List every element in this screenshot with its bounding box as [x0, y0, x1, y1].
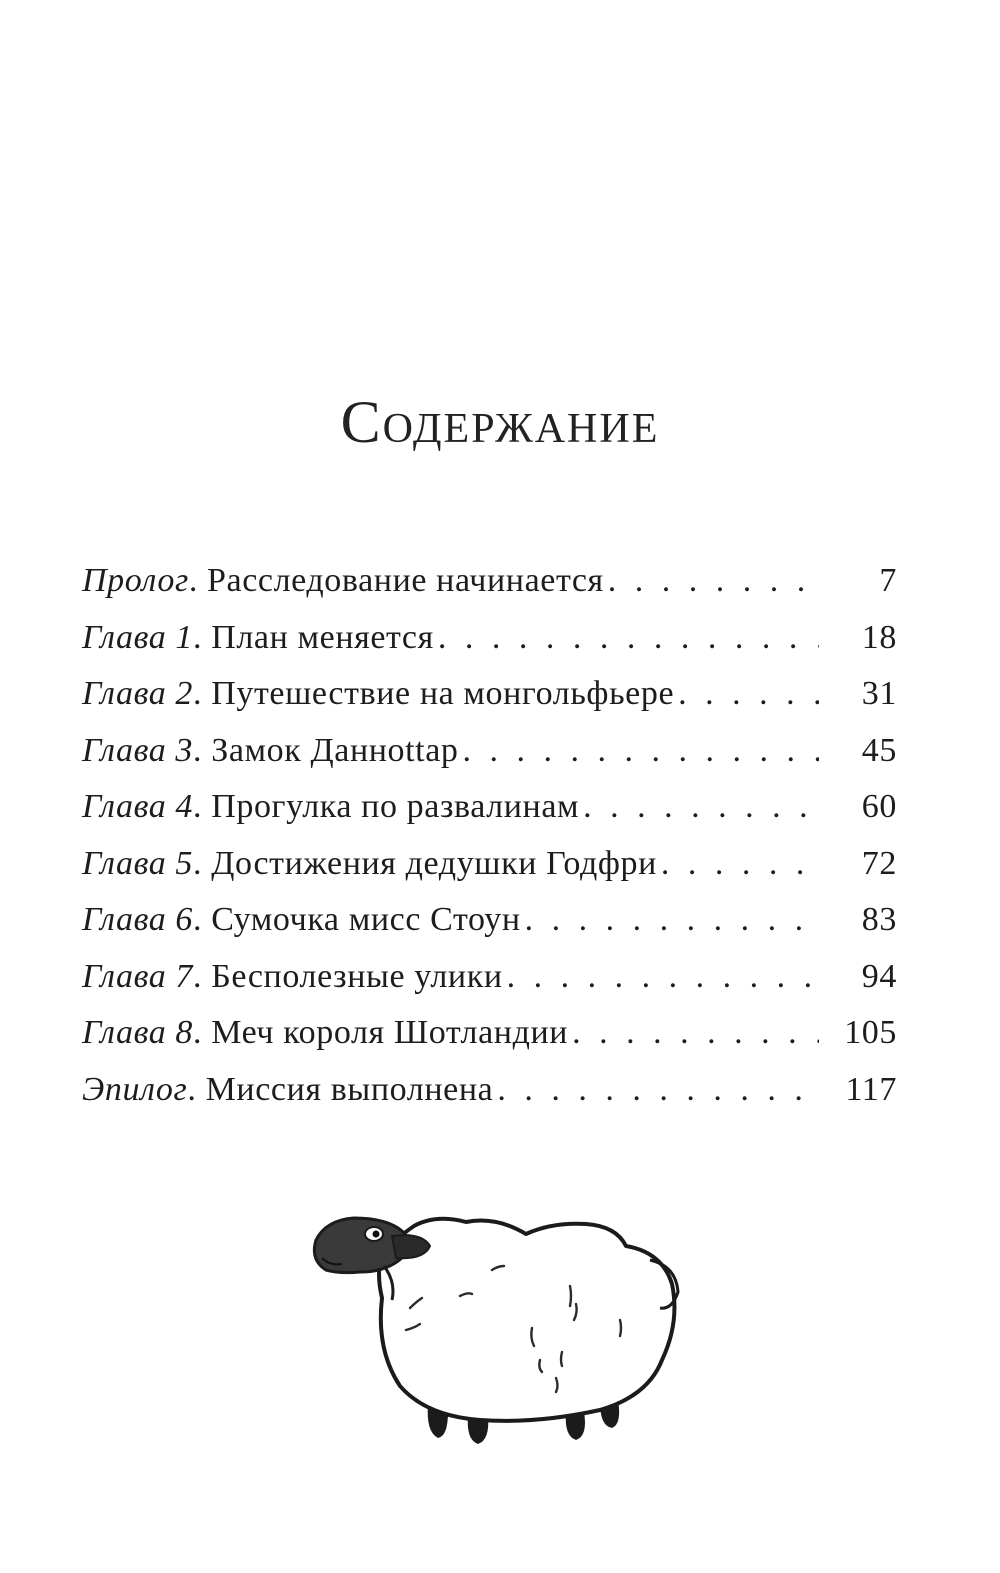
toc-separator: . [193, 675, 212, 712]
toc-entry-page: 18 [861, 618, 897, 656]
toc-separator: . [193, 731, 212, 769]
toc-entry-title: План меняется [211, 618, 434, 656]
dot-leader [583, 788, 819, 826]
toc-entry [82, 788, 897, 845]
toc-entry-title: Замок Даннottар [211, 731, 459, 769]
toc-entry [82, 958, 897, 1015]
toc-entry-title: Путешествие на монгольфьере [211, 675, 675, 712]
toc-separator: . [193, 618, 212, 656]
toc-entry-page: 60 [861, 788, 897, 825]
toc-entry-title: Достижения дедушки Годфри [211, 844, 657, 882]
toc-entry-label: Эпилог [82, 1070, 188, 1108]
dot-leader [572, 1014, 819, 1052]
toc-entry [82, 901, 897, 958]
toc-separator: . [187, 1070, 206, 1108]
toc-entry-title: Расследование начинается [207, 562, 604, 599]
toc-entry [82, 619, 897, 676]
toc-entry-page: 94 [861, 957, 897, 995]
dot-leader [678, 675, 819, 713]
toc-entry-label: Глава 2 [82, 675, 193, 712]
toc-entry-label: Пролог [82, 562, 189, 599]
toc-separator: . [193, 957, 212, 995]
toc-entry [82, 1071, 897, 1128]
sheep-eye [365, 1227, 383, 1241]
toc-entry-page: 45 [861, 731, 897, 769]
toc-entry-title: Меч короля Шотландии [211, 1014, 569, 1051]
toc-entry-label: Глава 1 [82, 618, 193, 656]
toc-entry-label: Глава 7 [82, 957, 193, 995]
sheep-illustration [300, 1200, 692, 1452]
toc-entry-label: Глава 5 [82, 844, 193, 882]
toc-entry-page: 105 [844, 1014, 897, 1051]
toc-separator: . [193, 788, 212, 825]
toc-entry [82, 845, 897, 902]
toc-separator: . [193, 901, 212, 938]
toc-entry-title: Прогулка по развалинам [211, 788, 580, 825]
toc-entry [82, 1014, 897, 1071]
toc-entry-title: Сумочка мисс Стоун [211, 901, 521, 938]
toc-entry [82, 562, 897, 619]
toc-entry-label: Глава 6 [82, 901, 193, 938]
toc-entry-page: 117 [845, 1070, 897, 1108]
dot-leader [438, 619, 819, 657]
dot-leader [661, 845, 819, 883]
table-of-contents [82, 562, 897, 1127]
toc-entry-label: Глава 4 [82, 788, 193, 825]
dot-leader [525, 901, 819, 939]
toc-entry-page: 7 [879, 562, 897, 599]
toc-separator: . [188, 562, 208, 599]
toc-entry-title: Бесполезные улики [211, 957, 503, 995]
toc-entry-label: Глава 3 [82, 731, 193, 769]
toc-separator: . [193, 844, 212, 882]
toc-entry-title: Миссия выполнена [205, 1070, 494, 1108]
toc-entry-page: 72 [861, 844, 897, 882]
toc-entry-label: Глава 8 [82, 1014, 193, 1051]
toc-entry [82, 675, 897, 732]
dot-leader [507, 958, 819, 996]
dot-leader [608, 562, 819, 600]
dot-leader [463, 732, 819, 770]
toc-entry-page: 31 [861, 675, 897, 712]
dot-leader [497, 1071, 819, 1109]
toc-entry [82, 732, 897, 789]
toc-entry-page: 83 [861, 901, 897, 938]
toc-separator: . [193, 1014, 212, 1051]
page-title: Содержание [340, 389, 660, 455]
